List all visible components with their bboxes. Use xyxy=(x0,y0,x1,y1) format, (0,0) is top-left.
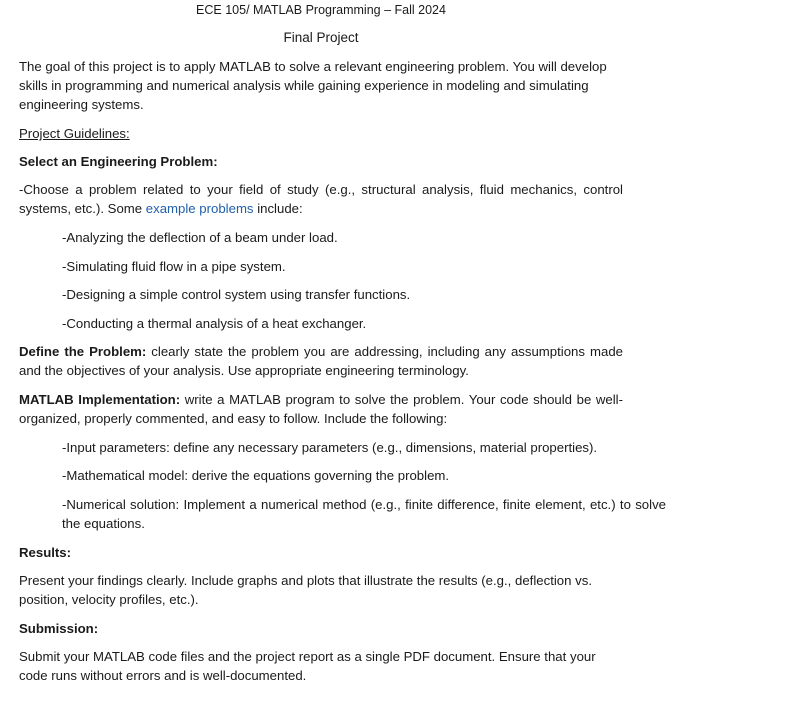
implementation-item-2: -Mathematical model: derive the equations governing the problem. xyxy=(62,468,450,483)
select-text-after: include: xyxy=(253,201,303,216)
select-heading-text: Select an Engineering Problem: xyxy=(19,154,218,169)
course-header: ECE 105/ MATLAB Programming – Fall 2024 xyxy=(196,3,446,17)
example-item-4: -Conducting a thermal analysis of a heat exchanger. xyxy=(62,316,367,331)
define-paragraph xyxy=(19,342,623,380)
implementation-paragraph xyxy=(19,390,623,428)
submission-heading-text: Submission: xyxy=(19,621,99,636)
define-text: clearly state the problem you are addressing, including any assumptions made and the objectives of your analysis. Use appropriate engineering terminology. xyxy=(19,344,623,378)
submission-paragraph: Submit your MATLAB code files and the project report as a single PDF document. Ensure that your code runs without errors and is well-documented. xyxy=(19,649,596,683)
results-heading-text: Results: xyxy=(19,545,72,560)
submission-heading xyxy=(19,619,623,638)
page-title: Final Project xyxy=(283,30,359,45)
implementation-item-3: -Numerical solution: Implement a numerical method (e.g., finite difference, finite element, etc.) to solve the equations. xyxy=(62,497,666,531)
implementation-item-1: -Input parameters: define any necessary parameters (e.g., dimensions, material properties). xyxy=(62,440,598,455)
implementation-text: write a MATLAB program to solve the problem. Your code should be well-organized, properly commented, and easy to follow. Include the following: xyxy=(19,392,623,426)
guidelines-heading: Project Guidelines: xyxy=(19,126,130,141)
example-item-2: -Simulating fluid flow in a pipe system. xyxy=(62,259,286,274)
select-heading xyxy=(19,152,623,171)
results-paragraph: Present your findings clearly. Include graphs and plots that illustrate the results (e.g., deflection vs. position, velocity profiles, etc.). xyxy=(19,573,592,607)
example-item-1: -Analyzing the deflection of a beam under load. xyxy=(62,230,338,245)
intro-paragraph: The goal of this project is to apply MATLAB to solve a relevant engineering problem. You will develop skills in programming and numerical analysis while gaining experience in modeling and simulating engineering systems. xyxy=(19,59,607,112)
select-text-before: -Choose a problem related to your field of study (e.g., structural analysis, fluid mechanics, control systems, etc.). Some xyxy=(19,182,623,216)
implementation-heading: MATLAB Implementation: xyxy=(19,392,181,407)
example-problems-link[interactable]: example problems xyxy=(145,201,254,216)
example-item-3: -Designing a simple control system using transfer functions. xyxy=(62,287,411,302)
define-heading: Define the Problem: xyxy=(19,344,147,359)
select-paragraph xyxy=(19,180,623,218)
results-heading xyxy=(19,543,623,562)
